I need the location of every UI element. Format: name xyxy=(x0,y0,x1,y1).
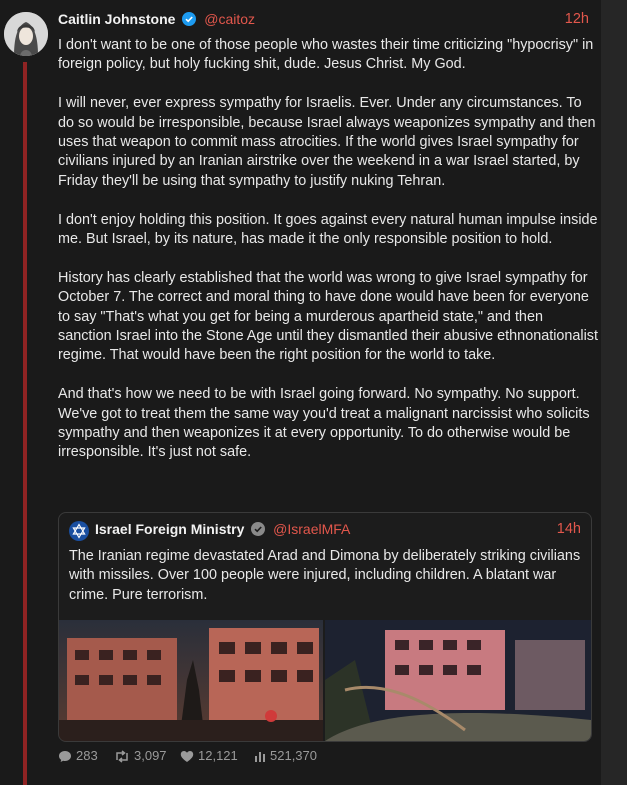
quote-text: The Iranian regime devastated Arad and Dimona by deliberately striking civilians with missiles. Over 100 people were injured, including children. A blatant war crime. Pure terrorism. xyxy=(69,548,581,603)
avatar[interactable] xyxy=(4,12,48,56)
verified-badge-icon xyxy=(182,12,196,29)
verified-gov-badge-icon xyxy=(251,522,265,539)
avatar-illustration xyxy=(4,12,48,56)
views-count: 521,370 xyxy=(270,748,317,763)
paragraph: I don't want to be one of those people who wastes their time criticizing "hypocrisy" in foreign policy, but holy fucking shit, dude. Jesus Christ. My God. xyxy=(58,37,594,73)
damaged-building-photo-right[interactable] xyxy=(325,620,591,741)
like-button[interactable] xyxy=(180,748,238,763)
quote-time[interactable]: 14h xyxy=(556,521,581,537)
repost-count: 3,097 xyxy=(134,748,167,763)
thread-line xyxy=(23,62,27,785)
author-handle[interactable]: @caitoz xyxy=(204,11,256,27)
repost-icon xyxy=(114,750,130,763)
post-header xyxy=(58,11,591,33)
paragraph: And that's how we need to be with Israel going forward. No sympathy. No support. We've got to treat them the same way you'd treat a malignant narcissist who solicits sympathy and then weaponizes it at every opportunity. To do otherwise would be irresponsible. It's just not safe. xyxy=(58,386,590,461)
post-time[interactable]: 12h xyxy=(564,11,589,27)
repost-button[interactable] xyxy=(114,748,167,763)
paragraph: I don't enjoy holding this position. It goes against every natural human impulse inside me. But Israel, by its nature, has made it the only responsible position to hold. xyxy=(58,211,598,248)
damaged-building-photo-left[interactable] xyxy=(59,620,323,741)
heart-icon xyxy=(180,750,194,763)
quote-avatar-icon[interactable] xyxy=(69,521,89,541)
reply-count: 283 xyxy=(76,748,98,763)
quote-author-handle[interactable]: @IsraelMFA xyxy=(273,521,351,537)
quote-author-name[interactable]: Israel Foreign Ministry xyxy=(95,521,245,537)
paragraph: History has clearly established that the world was wrong to give Israel sympathy for October 7. The correct and moral thing to have done would have been for everyone to say "That's what you get for being a murderous apartheid state," and then sanction Israel into the Stone Age until they dismantled their abusive ethnonationalist regime. That would have been the right position for the world to take. xyxy=(58,269,598,364)
quoted-post[interactable] xyxy=(58,512,592,742)
paragraph: I will never, ever express sympathy for Israelis. Ever. Under any circumstances. To do so would be irresponsible, because Israel always weaponizes sympathy and then uses that weapon to commit mass atrocities. If the world gives Israel sympathy for civilians injured by an Iranian airstrike over the weekend in a war Israel started, by Friday they'll be using that sympathy to justify nuking Tehran. xyxy=(58,95,596,189)
author-name[interactable]: Caitlin Johnstone xyxy=(58,11,176,27)
reply-icon xyxy=(58,750,72,763)
views-button[interactable] xyxy=(254,748,317,763)
scrollbar-gutter[interactable] xyxy=(601,0,627,785)
reply-button[interactable] xyxy=(58,748,98,763)
views-chart-icon xyxy=(254,750,266,763)
quote-media xyxy=(59,620,591,741)
like-count: 12,121 xyxy=(198,748,238,763)
quote-header xyxy=(69,521,581,541)
post-body xyxy=(58,36,598,482)
